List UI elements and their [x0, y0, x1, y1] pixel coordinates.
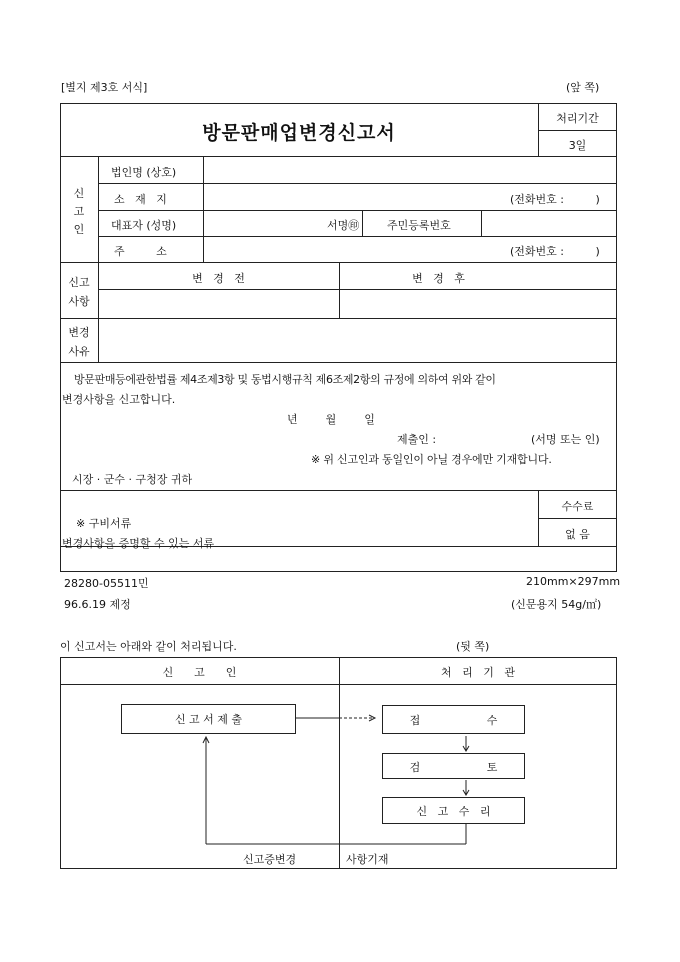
declaration-line-1: 방문판매등에관한법률 제4조제3항 및 동법시행규칙 제6조제2항의 규정에 의하여 위와 같이: [74, 373, 496, 386]
certificate-change-label: 신고증변경: [243, 853, 297, 866]
change-reason-label-1: 변경: [68, 326, 90, 339]
applicant-section-char-1: 신: [73, 187, 85, 200]
phone-number-1: (전화번호 : ): [510, 193, 600, 206]
processing-period-label: 처리기간: [556, 112, 599, 125]
agency-column-header: 처 리 기 관: [441, 666, 515, 679]
location-label: 소 재 지: [114, 193, 167, 206]
phone-number-2: (전화번호 : ): [510, 245, 600, 258]
submitter-label: 제출인 :: [397, 433, 437, 446]
date-line: 년 월 일: [287, 413, 375, 426]
form-code: 28280-05511민: [64, 577, 149, 590]
report-item-label-1: 신고: [68, 276, 90, 289]
report-item-label-2: 사항: [68, 295, 90, 308]
applicant-section-char-3: 인: [73, 223, 85, 236]
required-document-item: 변경사항을 증명할 수 있는 서류: [62, 537, 215, 550]
review-label: 검 토: [409, 761, 498, 774]
front-side-label: (앞 쪽): [566, 81, 600, 94]
receipt-label: 접 수: [409, 714, 498, 727]
addressee: 시장 · 군수 · 구청장 귀하: [72, 473, 193, 486]
declaration-line-2: 변경사항을 신고합니다.: [62, 393, 176, 406]
applicant-section-char-2: 고: [73, 205, 85, 218]
process-intro: 이 신고서는 아래와 같이 처리됩니다.: [60, 640, 237, 653]
submitter-note: ※ 위 신고인과 동일인이 아닐 경우에만 기재합니다.: [311, 453, 552, 466]
back-side-label: (뒷 쪽): [456, 640, 490, 653]
signature-or-seal: (서명 또는 인): [531, 433, 600, 446]
fee-value: 없 음: [565, 528, 590, 541]
change-reason-label-2: 사유: [68, 345, 90, 358]
required-documents-title: ※ 구비서류: [76, 517, 132, 530]
processing-period-value: 3일: [568, 139, 587, 152]
signature-mark: 서명㊞: [327, 219, 360, 232]
enactment-date: 96.6.19 제정: [64, 598, 131, 611]
fee-label: 수수료: [561, 500, 594, 513]
form-number: [별지 제3호 서식]: [61, 81, 148, 94]
representative-label: 대표자 (성명): [111, 219, 177, 232]
acceptance-label: 신 고 수 리: [416, 805, 491, 818]
company-name-label: 법인명 (상호): [111, 166, 177, 179]
resident-number-label: 주민등록번호: [387, 219, 451, 232]
after-change-label: 변 경 후: [412, 272, 465, 285]
page-title: 방문판매업변경신고서: [202, 122, 396, 144]
before-change-label: 변 경 전: [192, 272, 245, 285]
address-label: 주 소: [114, 245, 167, 258]
paper-size: 210mm×297mm: [526, 575, 621, 588]
paper-spec: (신문용지 54g/㎡): [511, 598, 602, 611]
record-entry-label: 사항기재: [346, 853, 389, 866]
submit-report-label: 신 고 서 제 출: [174, 713, 243, 726]
applicant-column-header: 신 고 인: [162, 666, 237, 679]
